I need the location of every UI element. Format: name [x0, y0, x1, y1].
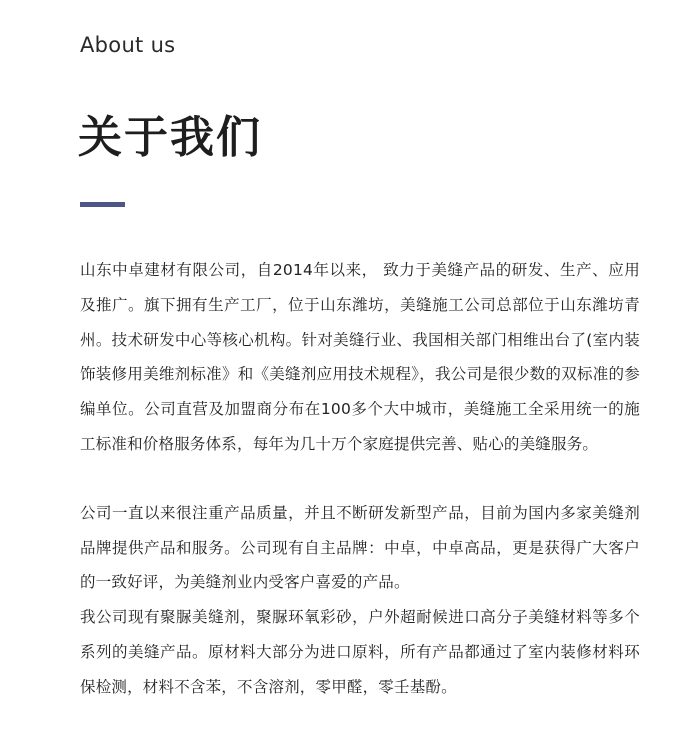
title-accent-divider	[80, 202, 125, 207]
intro-paragraph: 山东中卓建材有限公司，自2014年以来， 致力于美缝产品的研发、生产、应用及推广。旗下拥有生产工厂，位于山东潍坊，美缝施工公司总部位于山东潍坊青州。技术研发中心等核心机构。针对美缝行业、我国相关部门相维出台了(室内装饰装修用美维剂标准》和《美缝剂应用技术规程》，我公司是很少数的双标准的参编单位。公司直营及加盟商分布在100多个大中城市，美缝施工全采用统一的施工标准和价格服务体系，每年为几十万个家庭提供完善、贴心的美缝服务。	[80, 261, 640, 453]
quality-paragraph: 公司一直以来很注重产品质量，并且不断研发新型产品，目前为国内多家美缝剂品牌提供产品和服务。公司现有自主品牌：中卓，中卓高品，更是获得广大客户的一致好评，为美缝剂业内受客户喜爱的产品。	[80, 503, 640, 592]
section-eyebrow: About us	[80, 33, 176, 57]
about-content	[80, 253, 640, 705]
page-title: 关于我们	[78, 112, 262, 163]
products-paragraph: 我公司现有聚脲美缝剂，聚脲环氧彩砂，户外超耐候进口高分子美缝材料等多个系列的美缝产品。原材料大部分为进口原料，所有产品都通过了室内装修材料环保检测，材料不含苯，不含溶剂，零甲醛，零壬基酚。	[80, 608, 640, 696]
